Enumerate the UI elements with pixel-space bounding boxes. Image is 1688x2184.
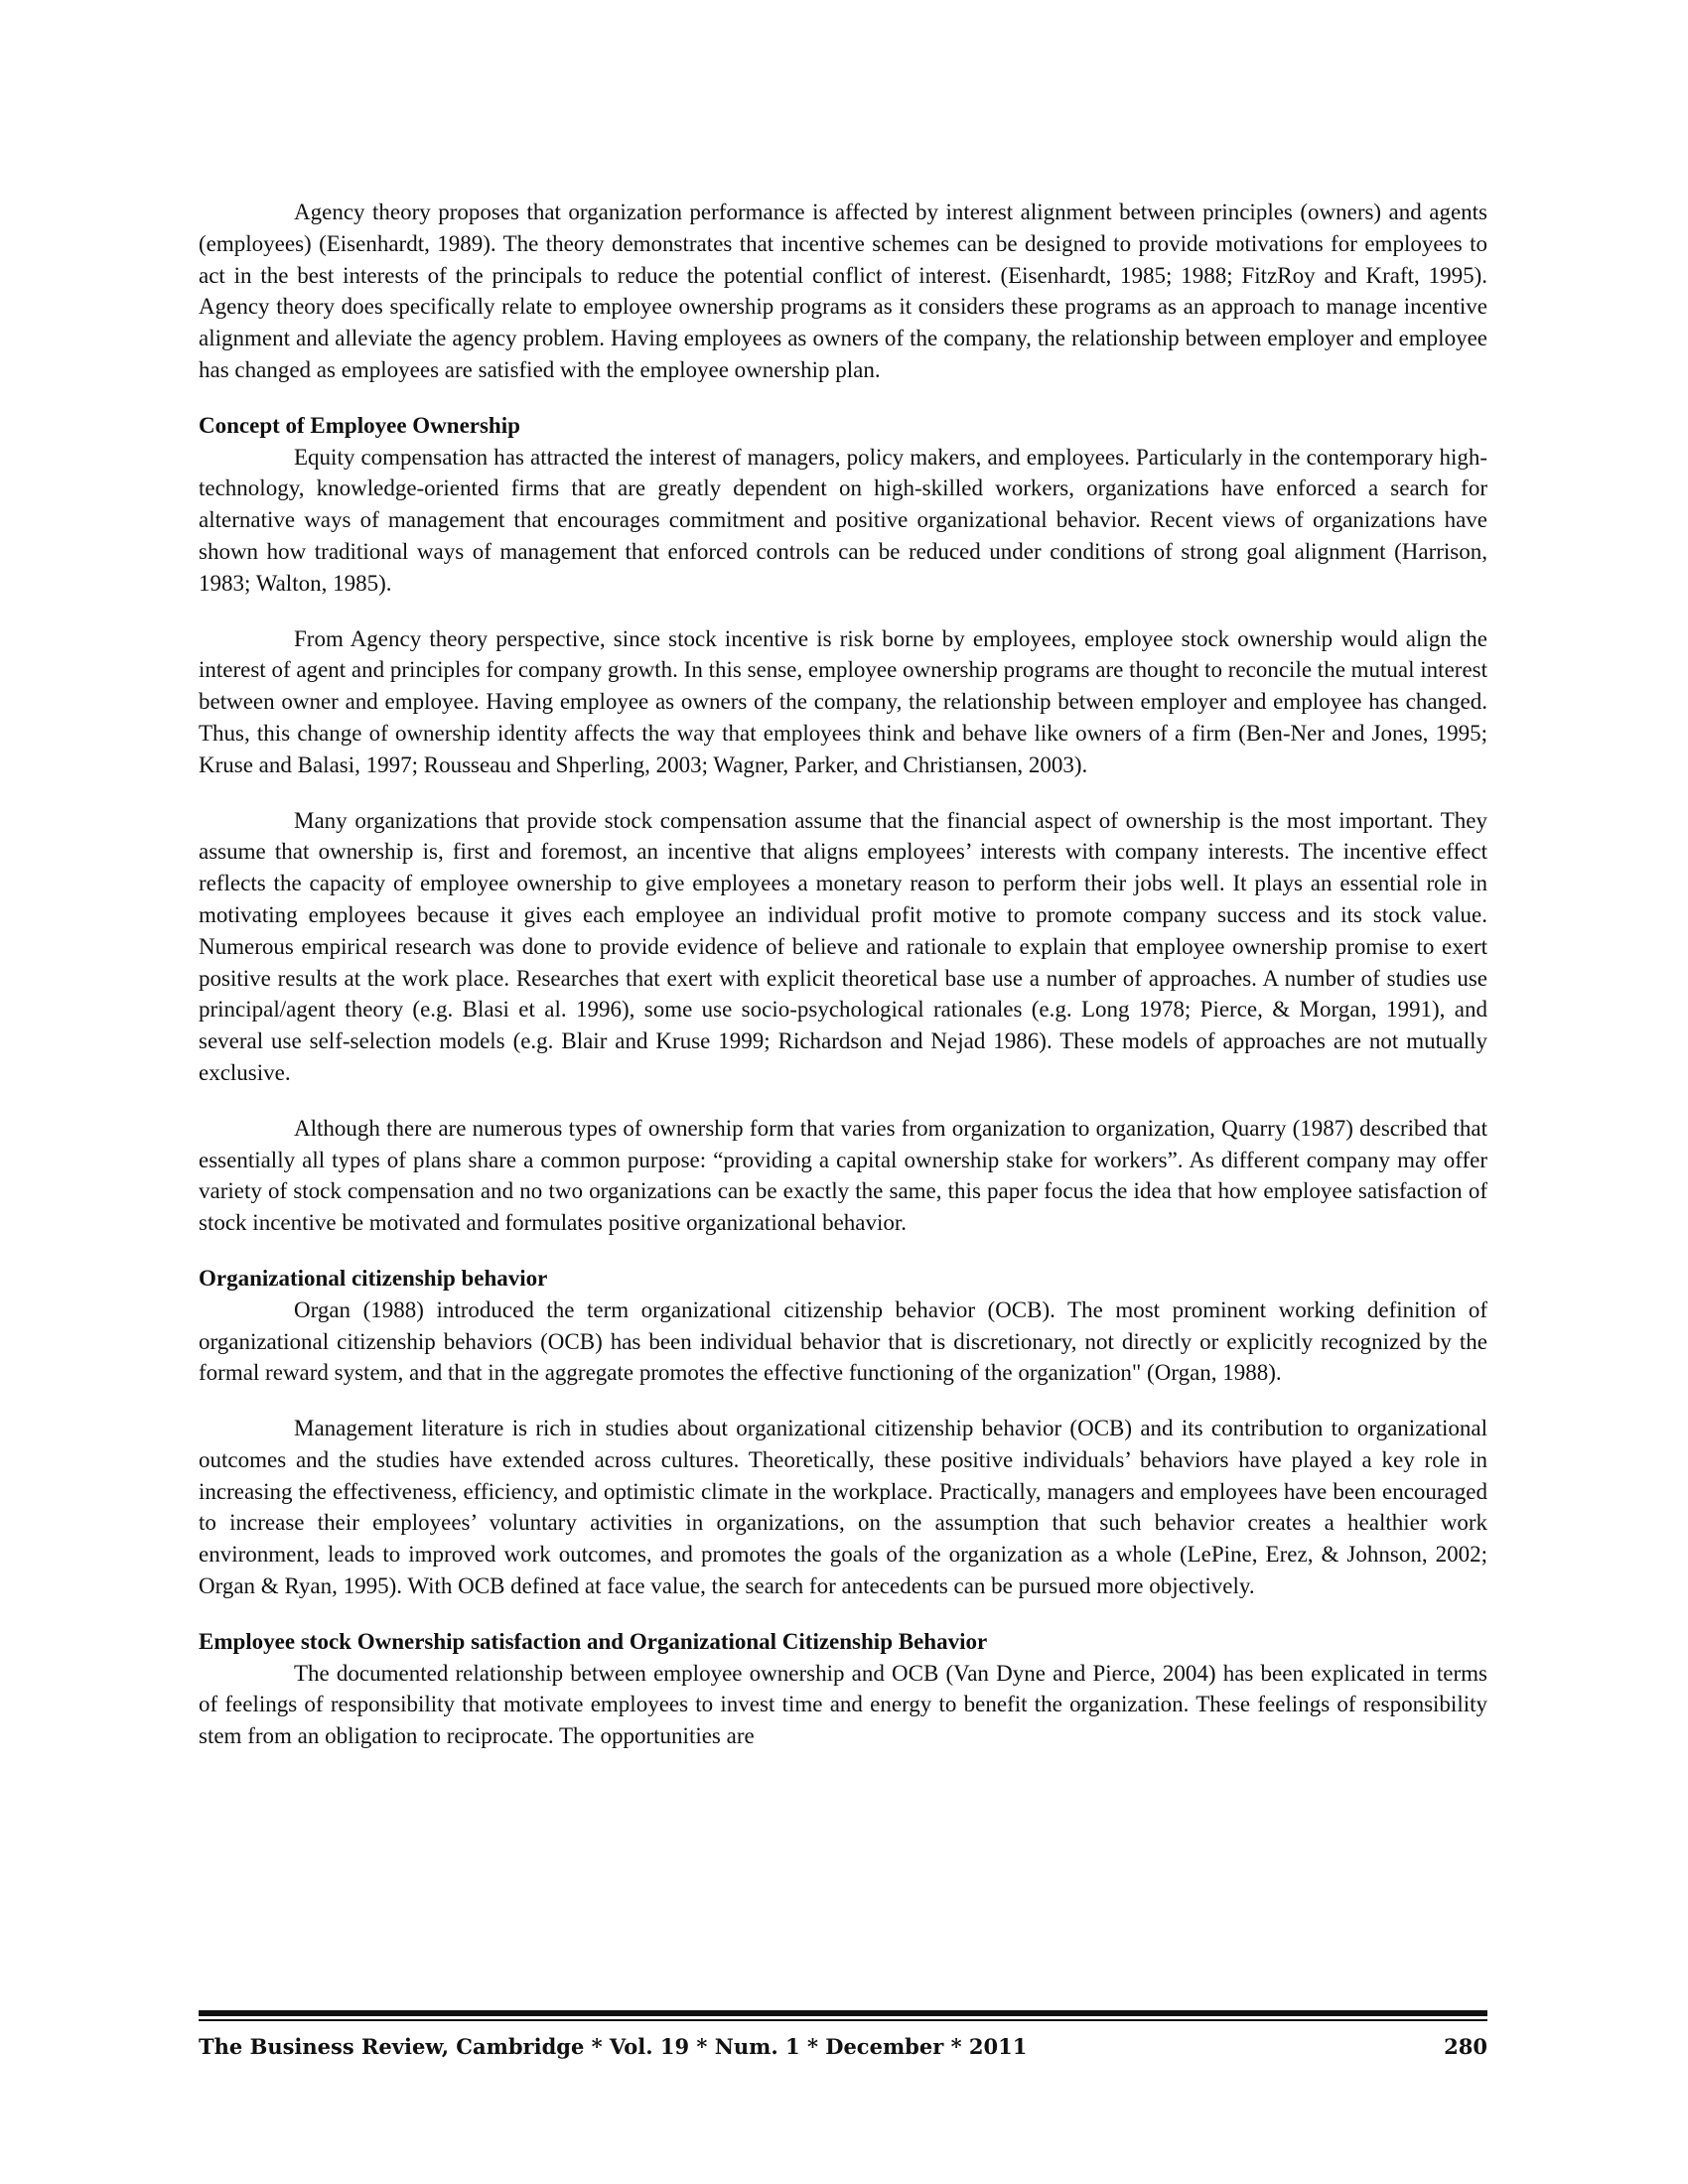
paragraph-management-literature: Management literature is rich in studies about organizational citizenship behavior (OCB) and its contribution to organizational outcomes and the studies have extended across cultures. Theoretically, these positive individuals’ behaviors have played a key role in increasing the effectiveness, efficiency, and optimistic climate in the workplace. Practically, managers and employees have been encouraged to increase their employees’ voluntary activities in organizations, on the assumption that such behavior creates a healthier work environment, leads to improved work outcomes, and promotes the goals of the organization as a whole (LePine, Erez, & Johnson, 2002; Organ & Ryan, 1995). With OCB defined at face value, the search for antecedents can be pursued more objectively. <box>199 1416 1487 1599</box>
heading-organizational-citizenship-behavior: Organizational citizenship behavior <box>199 1265 548 1291</box>
heading-concept-of-employee-ownership: Concept of Employee Ownership <box>199 412 520 438</box>
footer-rule-thick <box>199 2010 1487 2016</box>
paragraph-agency-perspective: From Agency theory perspective, since stock incentive is risk borne by employees, employee stock ownership would align the interest of agent and principles for company growth. In this sense, employee ownership programs are thought to reconcile the mutual interest between owner and employee. Having employee as owners of the company, the relationship between employer and employee has changed. Thus, this change of ownership identity affects the way that employees think and behave like owners of a firm (Ben-Ner and Jones, 1995; Kruse and Balasi, 1997; Rousseau and Shperling, 2003; Wagner, Parker, and Christiansen, 2003). <box>199 625 1487 777</box>
paragraph-ownership-types: Although there are numerous types of ownership form that varies from organization to organization, Quarry (1987) described that essentially all types of plans share a common purpose: “providing a capital ownership stake for workers”. As different company may offer variety of stock compensation and no two organizations can be exactly the same, this paper focus the idea that how employee satisfaction of stock incentive be motivated and formulates positive organizational behavior. <box>199 1115 1487 1236</box>
paragraph-agency-theory: Agency theory proposes that organization performance is affected by interest alignment between principles (owners) and agents (employees) (Eisenhardt, 1989). The theory demonstrates that incentive schemes can be designed to provide motivations for employees to act in the best interests of the principals to reduce the potential conflict of interest. (Eisenhardt, 1985; 1988; FitzRoy and Kraft, 1995). Agency theory does specifically relate to employee ownership programs as it considers these programs as an approach to manage incentive alignment and alleviate the agency problem. Having employees as owners of the company, the relationship between employer and employee has changed as employees are satisfied with the employee ownership plan. <box>199 200 1487 382</box>
page-number: 280 <box>1444 2034 1487 2059</box>
heading-ownership-satisfaction-and-ocb: Employee stock Ownership satisfaction and Organizational Citizenship Behavior <box>199 1628 988 1654</box>
article-body <box>199 197 1487 1776</box>
footer-rule-thin <box>199 2019 1487 2021</box>
paragraph-stock-compensation: Many organizations that provide stock compensation assume that the financial aspect of ownership is the most important. They assume that ownership is, first and foremost, an incentive that aligns employees’ interests with company interests. The incentive effect reflects the capacity of employee ownership to give employees a monetary reason to perform their jobs well. It plays an essential role in motivating employees because it gives each employee an individual profit motive to promote company success and its stock value. Numerous empirical research was done to provide evidence of believe and rationale to explain that employee ownership promise to exert positive results at the work place. Researches that exert with explicit theoretical base use a number of approaches. A number of studies use principal/agent theory (e.g. Blasi et al. 1996), some use socio-psychological rationales (e.g. Long 1978; Pierce, & Morgan, 1991), and several use self-selection models (e.g. Blair and Kruse 1999; Richardson and Nejad 1986). These models of approaches are not mutually exclusive. <box>199 807 1487 1085</box>
paragraph-organ-1988: Organ (1988) introduced the term organizational citizenship behavior (OCB). The most prominent working definition of organizational citizenship behaviors (OCB) has been individual behavior that is discretionary, not directly or explicitly recognized by the formal reward system, and that in the aggregate promotes the effective functioning of the organization" (Organ, 1988). <box>199 1297 1487 1386</box>
journal-citation: The Business Review, Cambridge * Vol. 19 * Num. 1 * December * 2011 <box>199 2034 1028 2059</box>
paragraph-documented-relationship: The documented relationship between employee ownership and OCB (Van Dyne and Pierce, 2004) has been explicated in terms of feelings of responsibility that motivate employees to invest time and energy to benefit the organization. These feelings of responsibility stem from an obligation to reciprocate. The opportunities are <box>199 1660 1487 1749</box>
paragraph-equity-compensation: Equity compensation has attracted the interest of managers, policy makers, and employees. Particularly in the contemporary high-technology, knowledge-oriented firms that are greatly dependent on high-skilled workers, organizations have enforced a search for alternative ways of management that encourages commitment and positive organizational behavior. Recent views of organizations have shown how traditional ways of management that enforced controls can be reduced under conditions of strong goal alignment (Harrison, 1983; Walton, 1985). <box>199 444 1487 596</box>
